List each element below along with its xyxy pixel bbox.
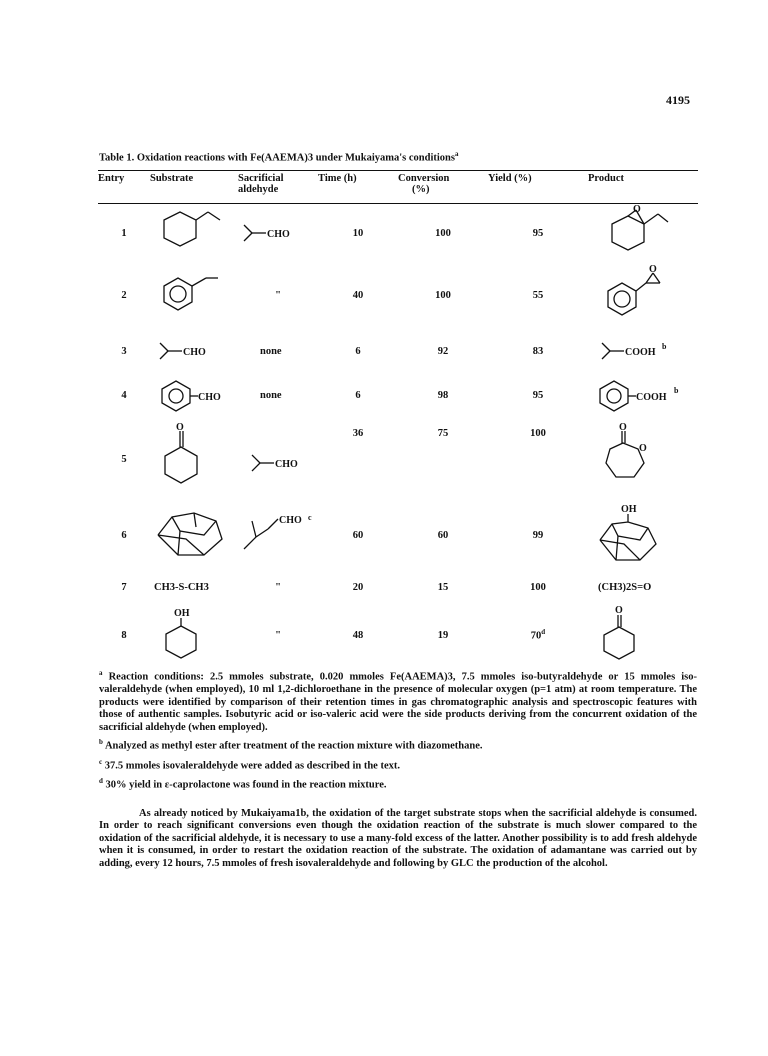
footnote-c — [99, 756, 697, 773]
header-sacrificial-line2: aldehyde — [238, 184, 279, 195]
yield-cell: 100 — [530, 428, 546, 439]
footnote-a — [99, 667, 697, 734]
entry-cell: 5 — [121, 453, 127, 465]
footnote-b-text: Analyzed as methyl ester after treatment of the reaction mixture with diazomethane. — [104, 740, 483, 752]
product-cell: (CH3)2S=O — [598, 581, 652, 593]
substrate-structure-isobutyraldehyde — [150, 328, 238, 374]
header-time: Time (h) — [318, 173, 357, 184]
table-row — [98, 416, 698, 502]
entry-cell: 2 — [121, 289, 127, 301]
product-structure-benzoic-acid — [588, 374, 698, 416]
header-conversion-line2: (%) — [412, 184, 430, 195]
adamantanol-structure — [588, 504, 678, 566]
substrate-structure-styrene — [150, 262, 238, 328]
header-entry: Entry — [98, 173, 125, 184]
entry-cell: 8 — [121, 629, 127, 641]
substrate-cell: CH3-S-CH3 — [154, 581, 209, 593]
cho-label: CHO — [183, 347, 206, 358]
conversion-cell: 75 — [437, 428, 449, 439]
product-structure-epoxide — [588, 204, 698, 263]
time-cell: 40 — [352, 289, 364, 301]
time-cell: 48 — [352, 629, 364, 641]
oh-label: OH — [621, 504, 637, 515]
caprolactone-structure — [588, 422, 678, 491]
body-paragraph: As already noticed by Mukaiyama1b, the oxidation of the target substrate stops when the sacrificial aldehyde is consumed. In order to reach significant conversions even though the oxidation reaction of the substrate is much slower compared to the oxidation of the sacrificial aldehyde, it is necessary to use a many-fold excess of the latter. Another possibility is to add fresh aldehyde when it is consumed, in order to restart the oxidation reaction of the substrate. The oxidation of adamantane was carried out by adding, every 12 hours, 7.5 mmoles of fresh isovaleraldehyde and following by GLC the production of the alcohol. — [99, 808, 697, 869]
product-structure-styrene-oxide — [588, 262, 698, 328]
yield-cell: 95 — [532, 227, 544, 239]
header-product: Product — [588, 173, 624, 184]
entry-cell: 1 — [121, 227, 127, 239]
cooh-label: COOH — [636, 392, 667, 403]
oxidation-table — [98, 170, 698, 664]
substrate-structure-benzaldehyde — [150, 374, 238, 416]
time-cell: 20 — [352, 581, 364, 593]
time-cell: 60 — [352, 529, 364, 541]
o-label: O — [649, 264, 657, 275]
cyclohexanol-structure — [150, 608, 220, 662]
aldehyde-cell: " — [275, 289, 281, 301]
footnote-c-mark: c — [99, 757, 103, 766]
footnote-d — [99, 775, 697, 792]
footnote-d-mark: d — [99, 776, 103, 785]
header-sacrificial-aldehyde — [238, 171, 318, 204]
styrene-oxide-structure — [588, 264, 678, 321]
table-footnotes — [99, 667, 697, 792]
conversion-cell: 100 — [435, 289, 451, 301]
entry-cell: 7 — [121, 581, 127, 593]
o-label: O — [633, 204, 641, 215]
isobutyric-acid-structure — [588, 339, 688, 363]
entry-cell: 6 — [121, 529, 127, 541]
cho-label: CHO — [275, 459, 298, 470]
cooh-label: COOH — [625, 347, 656, 358]
footnote-mark-b: b — [662, 342, 667, 351]
table-row — [98, 204, 698, 263]
aldehyde-cell: none — [260, 345, 282, 357]
entry-cell: 3 — [121, 345, 127, 357]
yield-cell: 55 — [532, 289, 544, 301]
cyclohexanone-structure — [150, 422, 220, 489]
aldehyde-cell: " — [275, 581, 281, 593]
header-sacrificial-line1: Sacrificial — [238, 173, 284, 184]
ethylidenecyclohexane-structure — [150, 212, 220, 254]
table-row — [98, 262, 698, 328]
cho-label: CHO — [279, 515, 302, 526]
header-substrate: Substrate — [150, 173, 194, 184]
aldehyde-structure-isobutyraldehyde — [238, 204, 318, 263]
styrene-structure — [150, 274, 222, 316]
yield-cell — [488, 606, 588, 664]
footnote-d-text: 30% yield in ε-caprolactone was found in the reaction mixture. — [105, 779, 387, 791]
product-structure-isobutyric-acid — [588, 328, 698, 374]
aldehyde-cell: " — [275, 629, 281, 641]
table-row — [98, 606, 698, 664]
isobutyraldehyde-structure — [238, 221, 310, 245]
product-structure-cyclohexanone — [588, 606, 698, 664]
yield-cell: 100 — [530, 581, 546, 593]
time-cell: 6 — [355, 345, 361, 357]
footnote-mark-b: b — [674, 386, 679, 395]
table-title-mark: a — [454, 150, 459, 158]
adamantane-structure — [150, 509, 230, 561]
o-label: O — [615, 605, 623, 616]
footnote-c-text: 37.5 mmoles isovaleraldehyde were added as described in the text. — [104, 760, 400, 772]
oh-label: OH — [174, 608, 190, 619]
footnote-b — [99, 736, 697, 753]
time-cell: 6 — [355, 389, 361, 401]
cho-label: CHO — [198, 392, 221, 403]
footnote-b-mark: b — [99, 738, 103, 747]
yield-cell: 99 — [532, 529, 544, 541]
product-structure-adamantanol — [588, 502, 698, 568]
header-yield: Yield (%) — [488, 173, 532, 184]
table-row — [98, 502, 698, 568]
benzoic-acid-structure — [588, 379, 696, 411]
table-header-row — [98, 171, 698, 204]
conversion-cell: 98 — [437, 389, 449, 401]
table-title-text: Table 1. Oxidation reactions with Fe(AAEMA)3 under Mukaiyama's conditions — [99, 152, 455, 164]
footnote-a-text: Reaction conditions: 2.5 mmoles substrate, 0.020 mmoles Fe(AAEMA)3, 7.5 mmoles iso-butyraldehyde or 15 mmoles iso-valeraldehyde (when employed), 10 ml 1,2-dichloroethane in the presence of molecular oxygen (p=1 atm) at room temperature. The products were identified by comparison of their retention times in gas chromatographic analysis and spectroscopic features with those of authentic samples. Isobutyric acid or iso-valeric acid were the side products deriving from the concurrent oxidation of the sacrificial aldehyde (when employed). — [99, 671, 698, 733]
cyclohexanone-structure — [588, 607, 678, 663]
aldehyde-structure-isovaleraldehyde — [238, 502, 318, 568]
yield-value: 70 — [530, 630, 542, 642]
o-label: O — [619, 422, 627, 433]
table-row — [98, 328, 698, 374]
aldehyde-structure-isobutyraldehyde — [238, 416, 318, 502]
ring-o-label: O — [639, 443, 647, 454]
table-row — [98, 568, 698, 606]
page-number: 4195 — [666, 93, 690, 107]
conversion-cell: 60 — [437, 529, 449, 541]
footnote-mark-c: c — [308, 513, 312, 522]
substrate-structure-ethylidenecyclohexane — [150, 204, 238, 263]
aldehyde-cell: none — [260, 389, 282, 401]
time-cell: 10 — [352, 227, 364, 239]
table-row — [98, 374, 698, 416]
header-conversion — [398, 171, 488, 204]
substrate-structure-adamantane — [150, 502, 238, 568]
conversion-cell: 19 — [437, 629, 449, 641]
table-title — [99, 150, 458, 164]
o-label: O — [176, 422, 184, 433]
product-structure-caprolactone — [588, 416, 698, 502]
body-paragraph-container — [99, 808, 697, 870]
yield-cell: 83 — [532, 345, 544, 357]
conversion-cell: 100 — [435, 227, 451, 239]
isobutyraldehyde-structure — [238, 441, 310, 477]
isovaleraldehyde-structure — [238, 515, 324, 555]
epoxide-structure — [588, 204, 678, 256]
isobutyraldehyde-structure — [150, 339, 230, 363]
benzaldehyde-structure — [150, 379, 236, 411]
yield-footnote-mark: d — [541, 628, 546, 637]
conversion-cell: 92 — [437, 345, 449, 357]
yield-cell: 95 — [532, 389, 544, 401]
footnote-a-mark: a — [99, 669, 103, 677]
results-table — [98, 170, 698, 664]
entry-cell: 4 — [121, 389, 127, 401]
substrate-structure-cyclohexanone — [150, 416, 238, 502]
cho-label: CHO — [267, 229, 290, 240]
substrate-structure-cyclohexanol — [150, 606, 238, 664]
conversion-cell: 15 — [437, 581, 449, 593]
time-cell: 36 — [352, 428, 364, 439]
header-conversion-line1: Conversion — [398, 173, 450, 184]
